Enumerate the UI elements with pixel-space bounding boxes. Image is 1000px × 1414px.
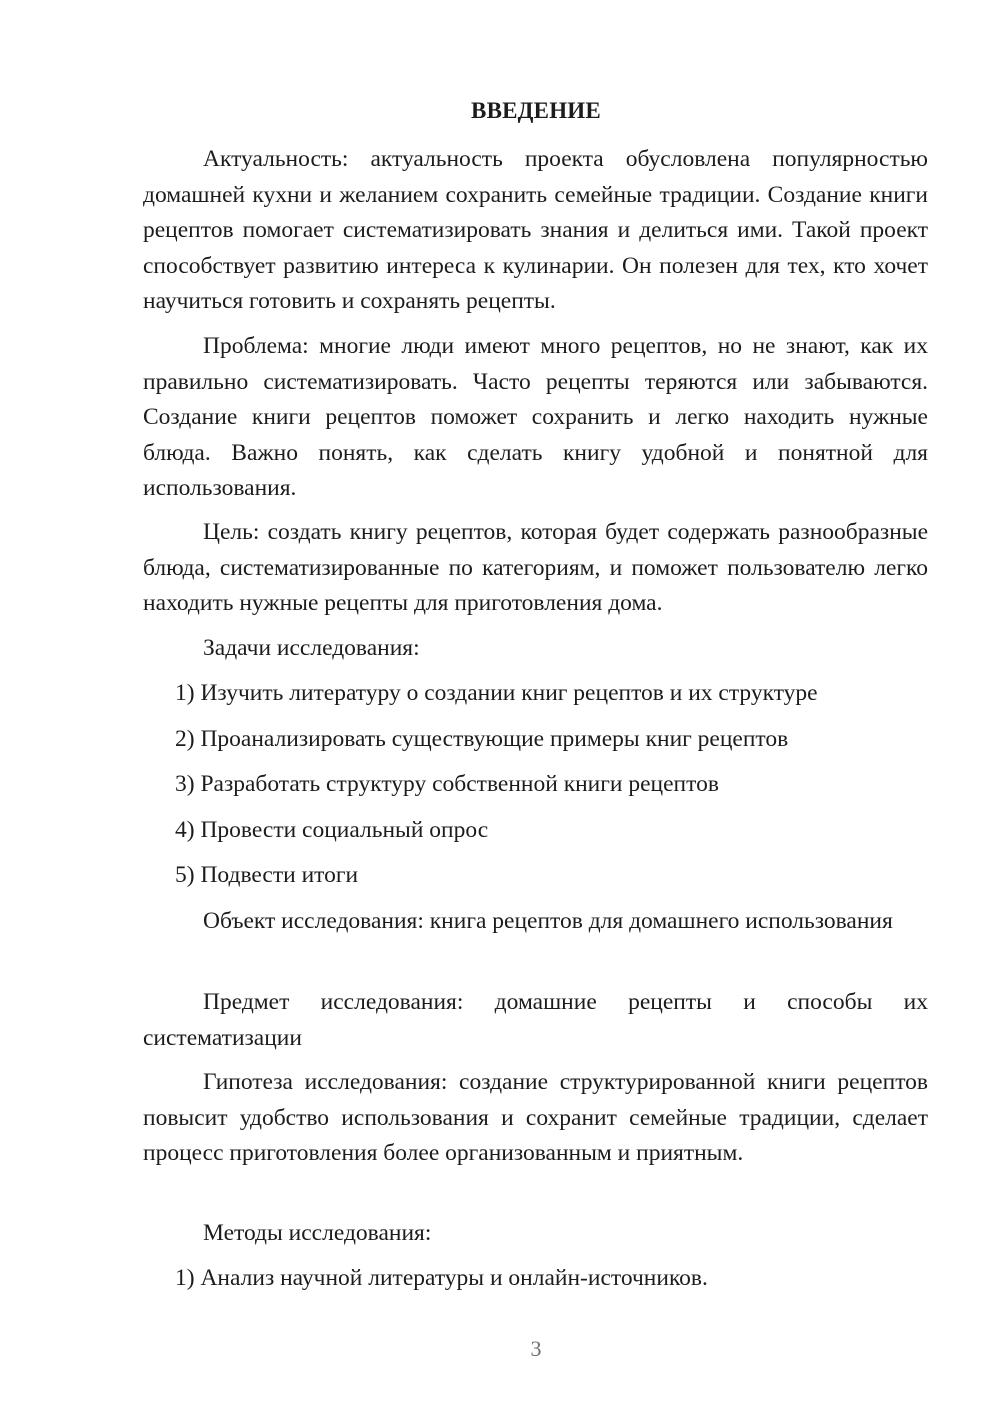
task-item: 5) Подвести итоги [175,862,359,888]
section-heading: ВВЕДЕНИЕ [471,98,601,123]
task-item: 3) Разработать структуру собственной книги рецептов [175,771,719,797]
task-item: 4) Провести социальный опрос [175,817,489,843]
subject-paragraph: Предмет исследования: домашние рецепты и способы их систематизации [143,989,928,1051]
problem-paragraph: Проблема: многие люди имеют много рецептов, но не знают, как их правильно систематизировать. Часто рецепты теряются или забываются. Создание книги рецептов поможет сохранить и легко находить нужные блюда. Важно понять, как сделать книгу удобной и понятной для использования. [143,333,928,501]
goal-paragraph: Цель: создать книгу рецептов, которая будет содержать разнообразные блюда, систематизированные по категориям, и поможет пользователю легко находить нужные рецепты для приготовления дома. [143,519,928,616]
task-item: 1) Изучить литературу о создании книг рецептов и их структуре [175,680,818,706]
method-item: 1) Анализ научной литературы и онлайн-источников. [175,1265,708,1291]
task-item: 2) Проанализировать существующие примеры книг рецептов [175,726,789,752]
methods-heading: Методы исследования: [203,1220,432,1246]
object-paragraph: Объект исследования: книга рецептов для домашнего использования [203,908,893,934]
page-number: 3 [530,1336,542,1361]
relevance-paragraph: Актуальность: актуальность проекта обусловлена популярностью домашней кухни и желанием сохранить семейные традиции. Создание книги рецептов помогает систематизировать знания и делиться ими. Такой проект способствует развитию интереса к кулинарии. Он полезен для тех, кто хочет научиться готовить и сохранять рецепты. [143,146,928,314]
tasks-heading: Задачи исследования: [203,635,420,661]
hypothesis-paragraph: Гипотеза исследования: создание структурированной книги рецептов повысит удобство использования и сохранит семейные традиции, сделает процесс приготовления более организованным и приятным. [143,1069,928,1166]
